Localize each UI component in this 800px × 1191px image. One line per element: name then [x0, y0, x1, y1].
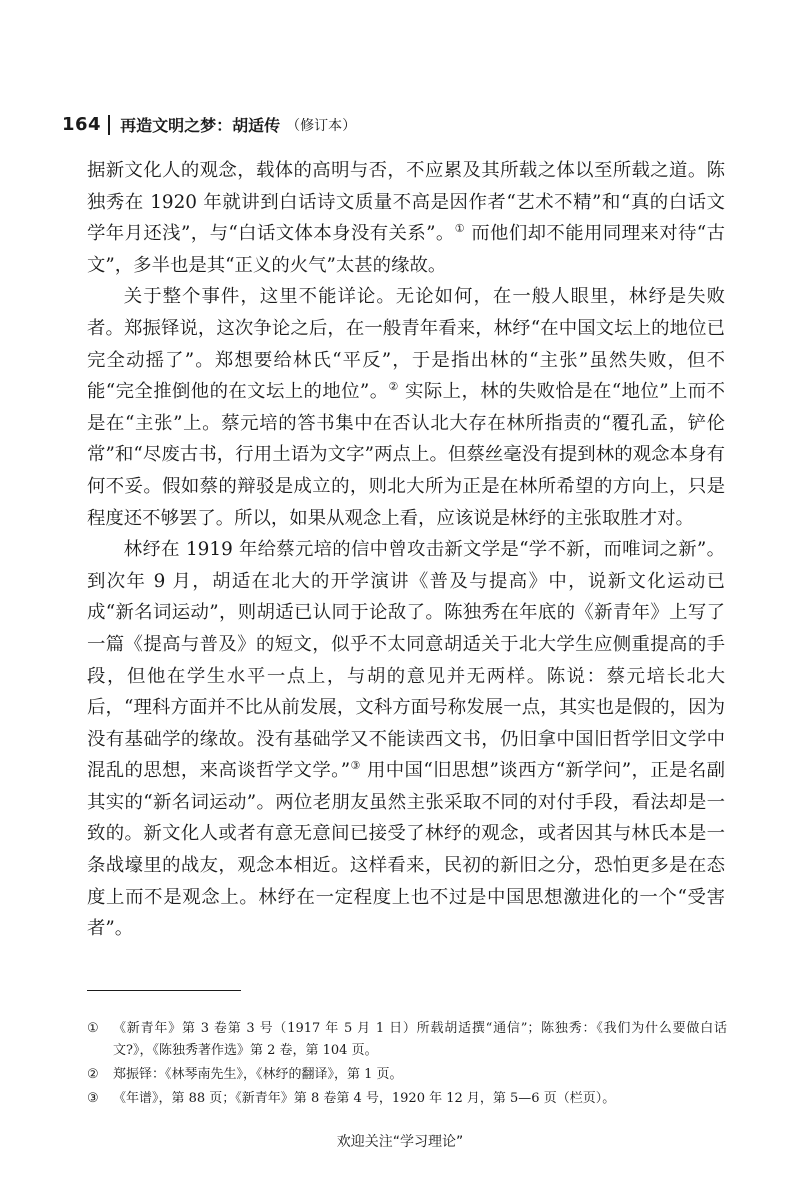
footnote-text: 《新青年》第 3 卷第 3 号（1917 年 5 月 1 日）所载胡适撰“通信”；陈独秀：《我们为什么要做白话文?》，《陈独秀著作选》第 2 卷，第 104 页。	[113, 1021, 727, 1058]
paragraph	[87, 281, 725, 534]
text-run: 用中国“旧思想”谈西方“新学问”，正是名副其实的“新名词运动”。两位老朋友虽然主张采取不同的对付手段，看法却是一致的。新文化人或者有意无意间已接受了林纾的观念，或者因其与林氏本是一条战壕里的战友，观念本相近。这样看来，民初的新旧之分，恐怕更多是在态度上而不是观念上。林纾在一定程度上也不过是中国思想激进化的一个“受害者”。	[87, 760, 725, 940]
footnote-divider	[87, 990, 241, 991]
header-divider	[108, 115, 110, 135]
footnote-mark: ②	[87, 1067, 99, 1082]
footnote-2	[87, 1064, 727, 1086]
footnote-1	[87, 1018, 727, 1062]
paragraph	[87, 534, 725, 945]
page-number: 164	[62, 114, 102, 135]
footnote-mark: ①	[87, 1021, 99, 1036]
text-run: 据新文化人的观念，载体的高明与否，不应累及其所载之体以至所载之道。陈独秀在 1920 年就讲到白话诗文质量不高是因作者“艺术不精”和“真的白话文学年月还浅”，与“白话文体本身没有关系”。	[87, 160, 725, 245]
footnote-ref-1[interactable]: ①	[454, 222, 465, 236]
paragraph	[87, 155, 725, 281]
footnotes	[87, 1018, 727, 1112]
text-run: 关于整个事件，这里不能详论。无论如何，在一般人眼里，林纾是失败者。郑振铎说，这次争论之后，在一般青年看来，林纾“在中国文坛上的地位已完全动摇了”。郑想要给林氏“平反”，于是指出林的“主张”虽然失败，但不能“完全推倒他的在文坛上的地位”。	[87, 286, 725, 403]
book-title: 再造文明之梦：胡适传	[120, 116, 281, 135]
footnote-text: 《年谱》，第 88 页；《新青年》第 8 卷第 4 号，1920 年 12 月，第 5—6 页（栏页）。	[113, 1091, 616, 1106]
text-run: 而他们却不能用同理来对待“古文”，多半也是其“正义的火气”太甚的缘故。	[87, 223, 725, 276]
text-run: 实际上，林的失败恰是在“地位”上而不是在“主张”上。蔡元培的答书集中在否认北大存在林所指责的“覆孔孟，铲伦常”和“尽废古书，行用土语为文字”两点上。但蔡丝毫没有提到林的观念本身有何不妥。假如蔡的辩驳是成立的，则北大所为正是在林所希望的方向上，只是程度还不够罢了。所以，如果从观念上看，应该说是林纾的主张取胜才对。	[87, 381, 725, 529]
body-text	[87, 155, 725, 945]
promo-banner: 欢迎关注“学习理论”	[336, 1134, 464, 1150]
text-run: 林纾在 1919 年给蔡元培的信中曾攻击新文学是“学不新，而唯词之新”。到次年 9 月，胡适在北大的开学演讲《普及与提高》中，说新文化运动已成“新名词运动”，则胡适已认同于论敌了。陈独秀在年底的《新青年》上写了一篇《提高与普及》的短文，似乎不太同意胡适关于北大学生应侧重提高的手段，但他在学生水平一点上，与胡的意见并无两样。陈说：蔡元培长北大后，“理科方面并不比从前发展，文科方面号称发展一点，其实也是假的，因为没有基础学的缘故。没有基础学又不能读西文书，仍旧拿中国旧哲学旧文学中混乱的思想，来高谈哲学文学。”	[87, 539, 725, 782]
footnote-3	[87, 1088, 727, 1110]
running-header	[62, 113, 356, 136]
footnote-ref-2[interactable]: ②	[388, 380, 399, 394]
footnote-ref-3[interactable]: ③	[350, 759, 361, 773]
footnote-mark: ③	[87, 1091, 99, 1106]
footnote-text: 郑振铎：《林琴南先生》，《林纾的翻译》，第 1 页。	[113, 1067, 403, 1082]
book-subtitle: （修订本）	[286, 117, 357, 134]
